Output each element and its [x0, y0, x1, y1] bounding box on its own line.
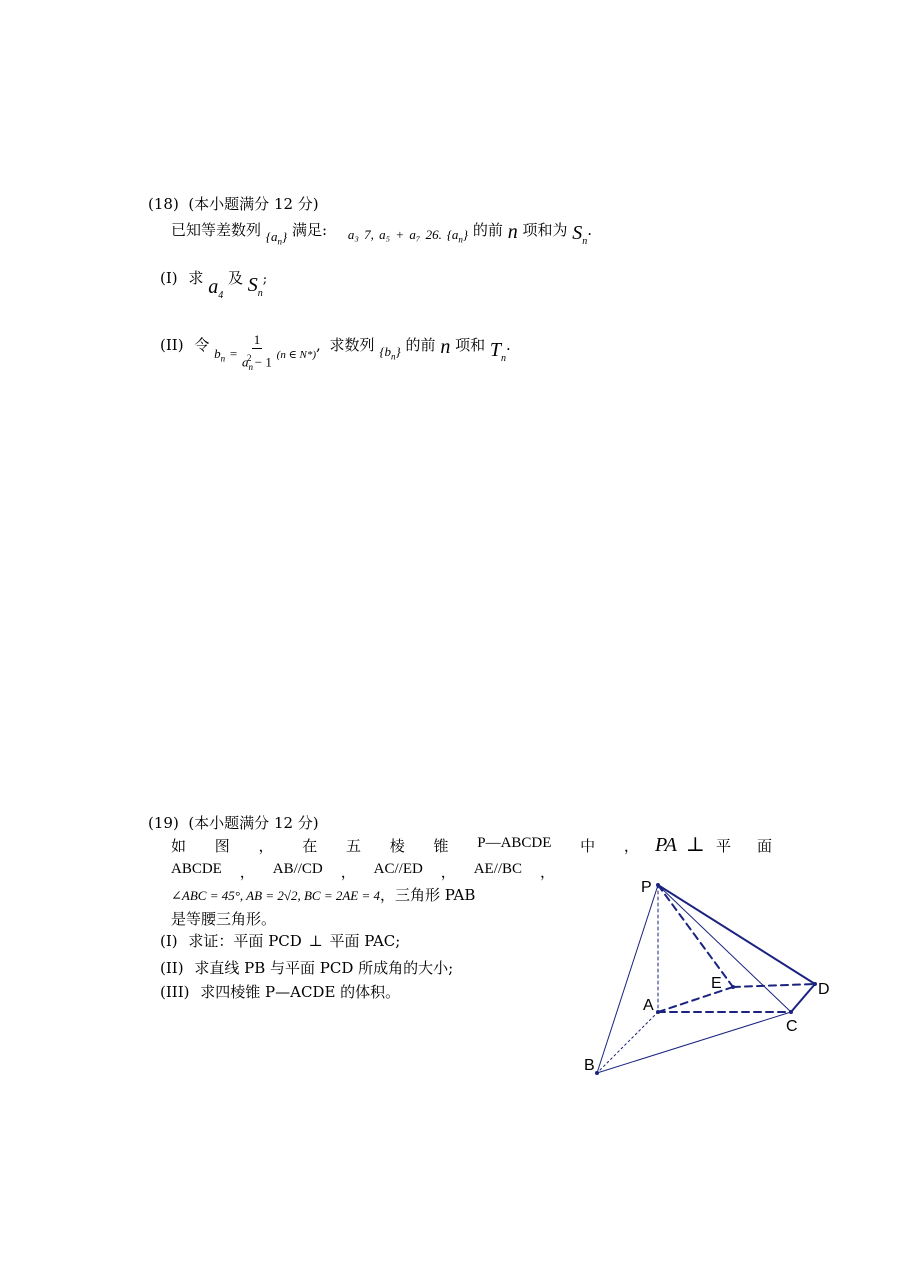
- q18-header: (18) (本小题满分 12 分): [148, 195, 319, 213]
- q19-l1-w7: P—ABCDE: [477, 835, 552, 851]
- q19-part3-text: 求四棱锥 P—ACDE 的体积。: [200, 983, 401, 1001]
- label-d: D: [818, 981, 830, 998]
- q19-part2-label: (II): [160, 959, 184, 977]
- q18-part2-label: (II): [160, 335, 184, 354]
- q19-l2-0: ABCDE: [171, 861, 222, 877]
- q19-l1e-1: 面: [756, 837, 772, 855]
- label-e: E: [711, 975, 722, 992]
- q18-n2: n: [440, 335, 451, 358]
- edge-cd: [791, 984, 815, 1012]
- q19-part2-text: 求直线 PB 与平面 PCD 所成角的大小;: [194, 959, 454, 977]
- q19-l2-4: AC//ED: [373, 861, 423, 877]
- label-c: C: [786, 1018, 798, 1035]
- edge-bc: [597, 1012, 791, 1073]
- q18-part1-sn: $S_n$: [247, 274, 263, 299]
- vertex-p: [656, 883, 660, 887]
- q19-l1-w4: 五: [346, 837, 362, 855]
- q19-l1-w5: 棱: [389, 837, 405, 855]
- q19-l2-6: AE//BC: [473, 861, 523, 877]
- q18-fraction-den: $a_n^2 - 1$: [242, 353, 272, 372]
- q19-part1-text-a: 求证：平面 PCD: [188, 932, 302, 950]
- q19-l1-w0: 如: [171, 837, 187, 855]
- q19-perp: ⊥: [685, 834, 705, 856]
- vertex-b: [595, 1071, 599, 1075]
- q18-bn-set: $\{b_n\}$: [379, 343, 401, 362]
- q18-intro-a: 已知等差数列: [171, 221, 262, 239]
- vertex-a: [656, 1010, 660, 1014]
- q19-part3-label: (III): [160, 983, 190, 1001]
- q19-l2-1: ，: [239, 865, 255, 881]
- q19-l1-w6: 锥: [433, 837, 449, 855]
- q18-fraction-num: 1: [253, 332, 261, 347]
- edge-ed: [733, 984, 815, 987]
- edge-pc: [658, 885, 791, 1012]
- q19-header: (19) (本小题满分 12 分): [148, 814, 319, 832]
- q18-part2-comma: ,: [315, 335, 321, 354]
- q19-l1-w8: 中: [580, 837, 596, 855]
- q18-intro-c: 的前: [472, 221, 503, 239]
- q18-part1-ji: 及: [228, 269, 244, 287]
- edge-pd: [658, 885, 815, 984]
- q19-l1-w1: 图: [214, 837, 230, 855]
- q19-part1-perp: ⊥: [308, 934, 323, 950]
- edge-pe: [658, 885, 733, 987]
- q18-part2-text: 求数列: [329, 335, 375, 354]
- q18-domain: (n ∈ N*): [276, 348, 316, 361]
- label-a: A: [643, 997, 654, 1014]
- q18-intro-d: 项和为: [522, 221, 568, 239]
- q18-part2-ling: 令: [194, 335, 210, 354]
- q18-bn: $b_n$: [214, 345, 226, 364]
- vertex-d: [813, 982, 817, 986]
- q19-part1-label: (I): [160, 932, 178, 950]
- q19-l2-7: ，: [539, 865, 555, 881]
- q18-n: n: [507, 221, 518, 243]
- q18-part1-a4: $a_4$: [208, 276, 224, 301]
- q19-l1-w3: 在: [302, 837, 318, 855]
- q18-part1-qiu: 求: [188, 269, 204, 287]
- q18-part1-end: ;: [262, 272, 268, 287]
- q18-sn: $S_n$: [572, 222, 588, 247]
- edge-pb: [597, 885, 658, 1073]
- q18-bn-eq: =: [229, 345, 238, 361]
- q19-l2-5: ，: [440, 865, 456, 881]
- q19-line3-math: ∠ABC = 45°, AB = 2√2, BC = 2AE = 4: [171, 888, 381, 903]
- vertex-c: [789, 1010, 793, 1014]
- q19-l1-w2: ，: [258, 837, 274, 855]
- vertex-e: [731, 985, 735, 989]
- q18-condition: a₃ 7, a₅ + a₇ 26.: [347, 227, 442, 242]
- q18-part2-text3: 项和: [455, 335, 486, 354]
- q19-line4: 是等腰三角形。: [171, 910, 277, 928]
- q18-part1-label: (I): [160, 269, 178, 287]
- q18-part2-text2: 的前: [405, 335, 436, 354]
- q18-tn: $T_n$: [489, 338, 507, 364]
- q18-seq-an2: $\{a_n\}$: [446, 227, 469, 245]
- label-p: P: [641, 879, 652, 896]
- edge-ae: [658, 987, 733, 1012]
- q19-l1e-0: 平: [716, 837, 732, 855]
- q18-part2-end: .: [506, 335, 511, 354]
- q19-line3-text: ，三角形 PAB: [380, 886, 476, 904]
- q19-l1-w9: ，: [623, 837, 639, 855]
- q19-l2-3: ，: [340, 865, 356, 881]
- q19-pa: PA: [655, 834, 677, 856]
- q18-end-dot: .: [587, 221, 593, 239]
- q18-intro-b: 满足:: [291, 221, 328, 239]
- q18-seq-an: $\{a_n\}$: [265, 229, 288, 247]
- label-b: B: [584, 1057, 595, 1074]
- q19-part1-text-b: 平面 PAC;: [329, 932, 401, 950]
- q19-l2-2: AB//CD: [272, 861, 323, 877]
